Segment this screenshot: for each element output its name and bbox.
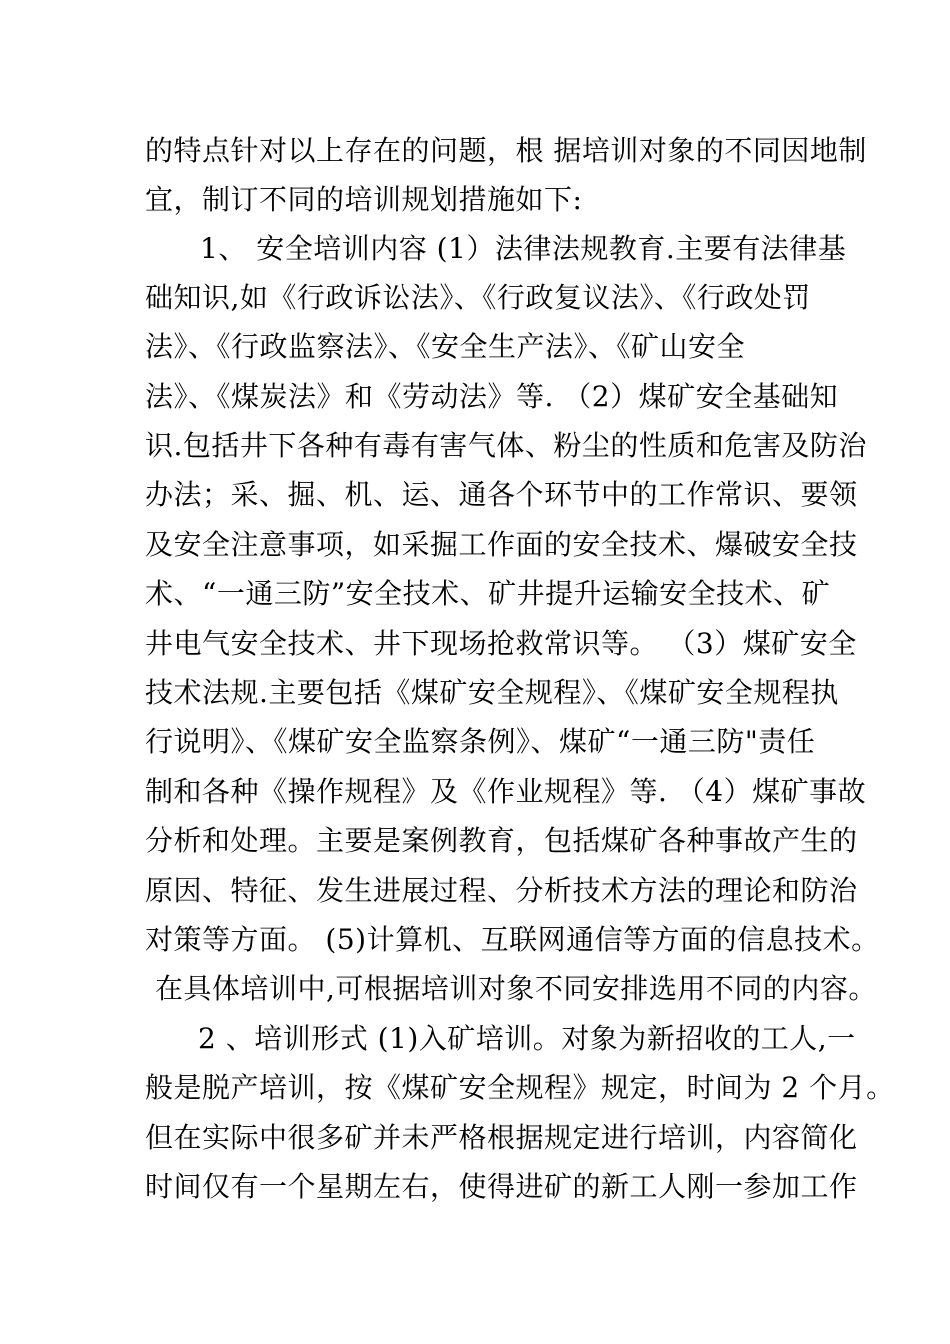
text-line: 2 、培训形式 (1)入矿培训。对象为新招收的工人,一 [198,1022,856,1055]
text-line: 时间仅有一个星期左右，使得进矿的新工人刚一参加工作 [145,1170,858,1203]
text-line: 般是脱产培训，按《煤矿安全规程》规定，时间为 2 个月。 [145,1071,895,1104]
text-line: 但在实际中很多矿并未严格根据规定进行培训，内容简化 [145,1121,858,1154]
text-line: 及安全注意事项，如采掘工作面的安全技术、爆破安全技 [145,528,858,561]
text-line: 在具体培训中,可根据培训对象不同安排选用不同的内容。 [155,972,877,1005]
text-line: 原因、特征、发生进展过程、分析技术方法的理论和防治 [145,874,858,907]
text-line: 办法；采、掘、机、运、通各个环节中的工作常识、要领 [145,478,858,511]
text-line: 对策等方面。 (5)计算机、互联网通信等方面的信息技术。 [145,923,880,956]
text-line: 井电气安全技术、井下现场抢救常识等。 （3）煤矿安全 [145,627,857,660]
text-line: 识.包括井下各种有毒有害气体、粉尘的性质和危害及防治 [145,429,867,462]
text-line: 分析和处理。主要是案例教育，包括煤矿各种事故产生的 [145,824,858,857]
text-line: 行说明》、《煤矿安全监察条例》、煤矿“一通三防"责任 [145,725,816,758]
text-line: 础知识,如《行政诉讼法》、《行政复议法》、《行政处罚 [145,281,811,314]
text-line: 法》、《煤炭法》和《劳动法》等. （2）煤矿安全基础知 [145,380,839,413]
text-line: 法》、《行政监察法》、《安全生产法》、《矿山安全 [145,330,746,363]
text-line: 1、 安全培训内容 (1）法律法规教育.主要有法律基 [200,232,847,265]
text-line: 制和各种《操作规程》及《作业规程》等. （4）煤矿事故 [145,775,867,808]
text-line: 术、“一通三防”安全技术、矿井提升运输安全技术、矿 [145,577,831,610]
text-line: 宜，制订不同的培训规划措施如下: [145,183,583,216]
text-line: 的特点针对以上存在的问题，根 据培训对象的不同因地制 [145,134,867,167]
text-line: 技术法规.主要包括《煤矿安全规程》、《煤矿安全规程执 [145,676,839,709]
